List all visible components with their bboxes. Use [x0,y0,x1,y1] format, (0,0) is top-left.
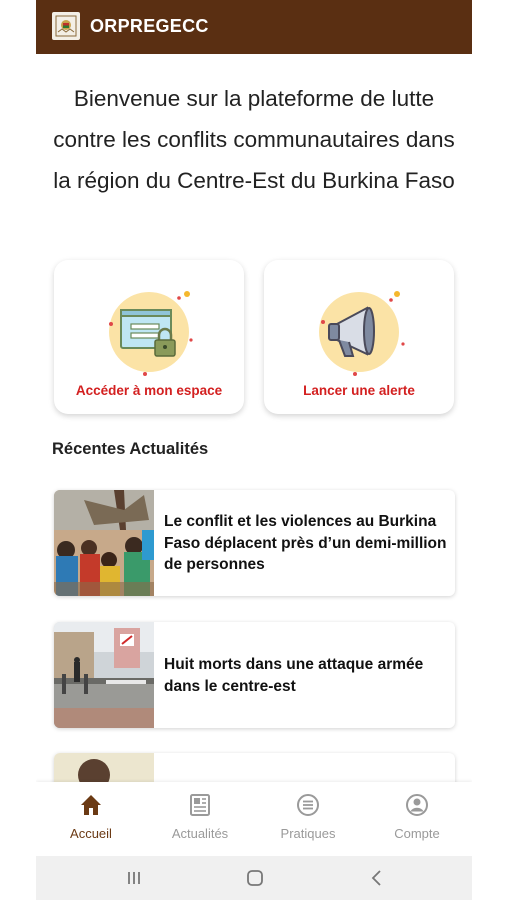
nav-account[interactable] [367,792,467,841]
bottom-navigation [36,782,472,856]
nav-news-label: Actualités [171,826,229,841]
news-section-title: Récentes Actualités [52,440,209,458]
news-item[interactable] [54,490,455,596]
news-icon [187,792,213,818]
login-lock-icon [101,284,197,380]
account-icon [404,792,430,818]
alert-card[interactable] [264,260,454,414]
system-navigation-bar [36,856,472,900]
app-bar [36,0,472,54]
nav-practices[interactable] [258,792,358,841]
access-space-card[interactable] [54,260,244,414]
nav-practices-label: Pratiques [280,826,336,841]
news-thumbnail [54,490,154,596]
nav-news[interactable] [150,792,250,841]
nav-home-label: Accueil [70,826,112,841]
app-title: ORPREGECC [90,16,209,36]
news-title: Le conflit et les violences au Burkina Faso déplacent près d’un demi-million de personnes [164,513,447,573]
news-item[interactable] [54,622,455,728]
access-space-label: Accéder à mon espace [75,383,223,398]
home-button-icon[interactable] [245,868,265,888]
nav-account-label: Compte [394,826,440,841]
back-icon[interactable] [367,868,387,888]
app-logo [52,12,80,40]
app-screen [36,0,472,900]
recent-apps-icon[interactable] [124,868,144,888]
nav-home[interactable] [41,792,141,841]
news-title: Huit morts dans une attaque armée dans le centre-est [164,656,424,695]
welcome-text: Bienvenue sur la plateforme de lutte contre les conflits communautaires dans la région du Centre-Est du Burkina Faso [53,86,455,193]
megaphone-icon [311,284,407,380]
list-icon [295,792,321,818]
alert-label: Lancer une alerte [303,383,415,398]
news-thumbnail [54,622,154,728]
home-icon [78,792,104,818]
